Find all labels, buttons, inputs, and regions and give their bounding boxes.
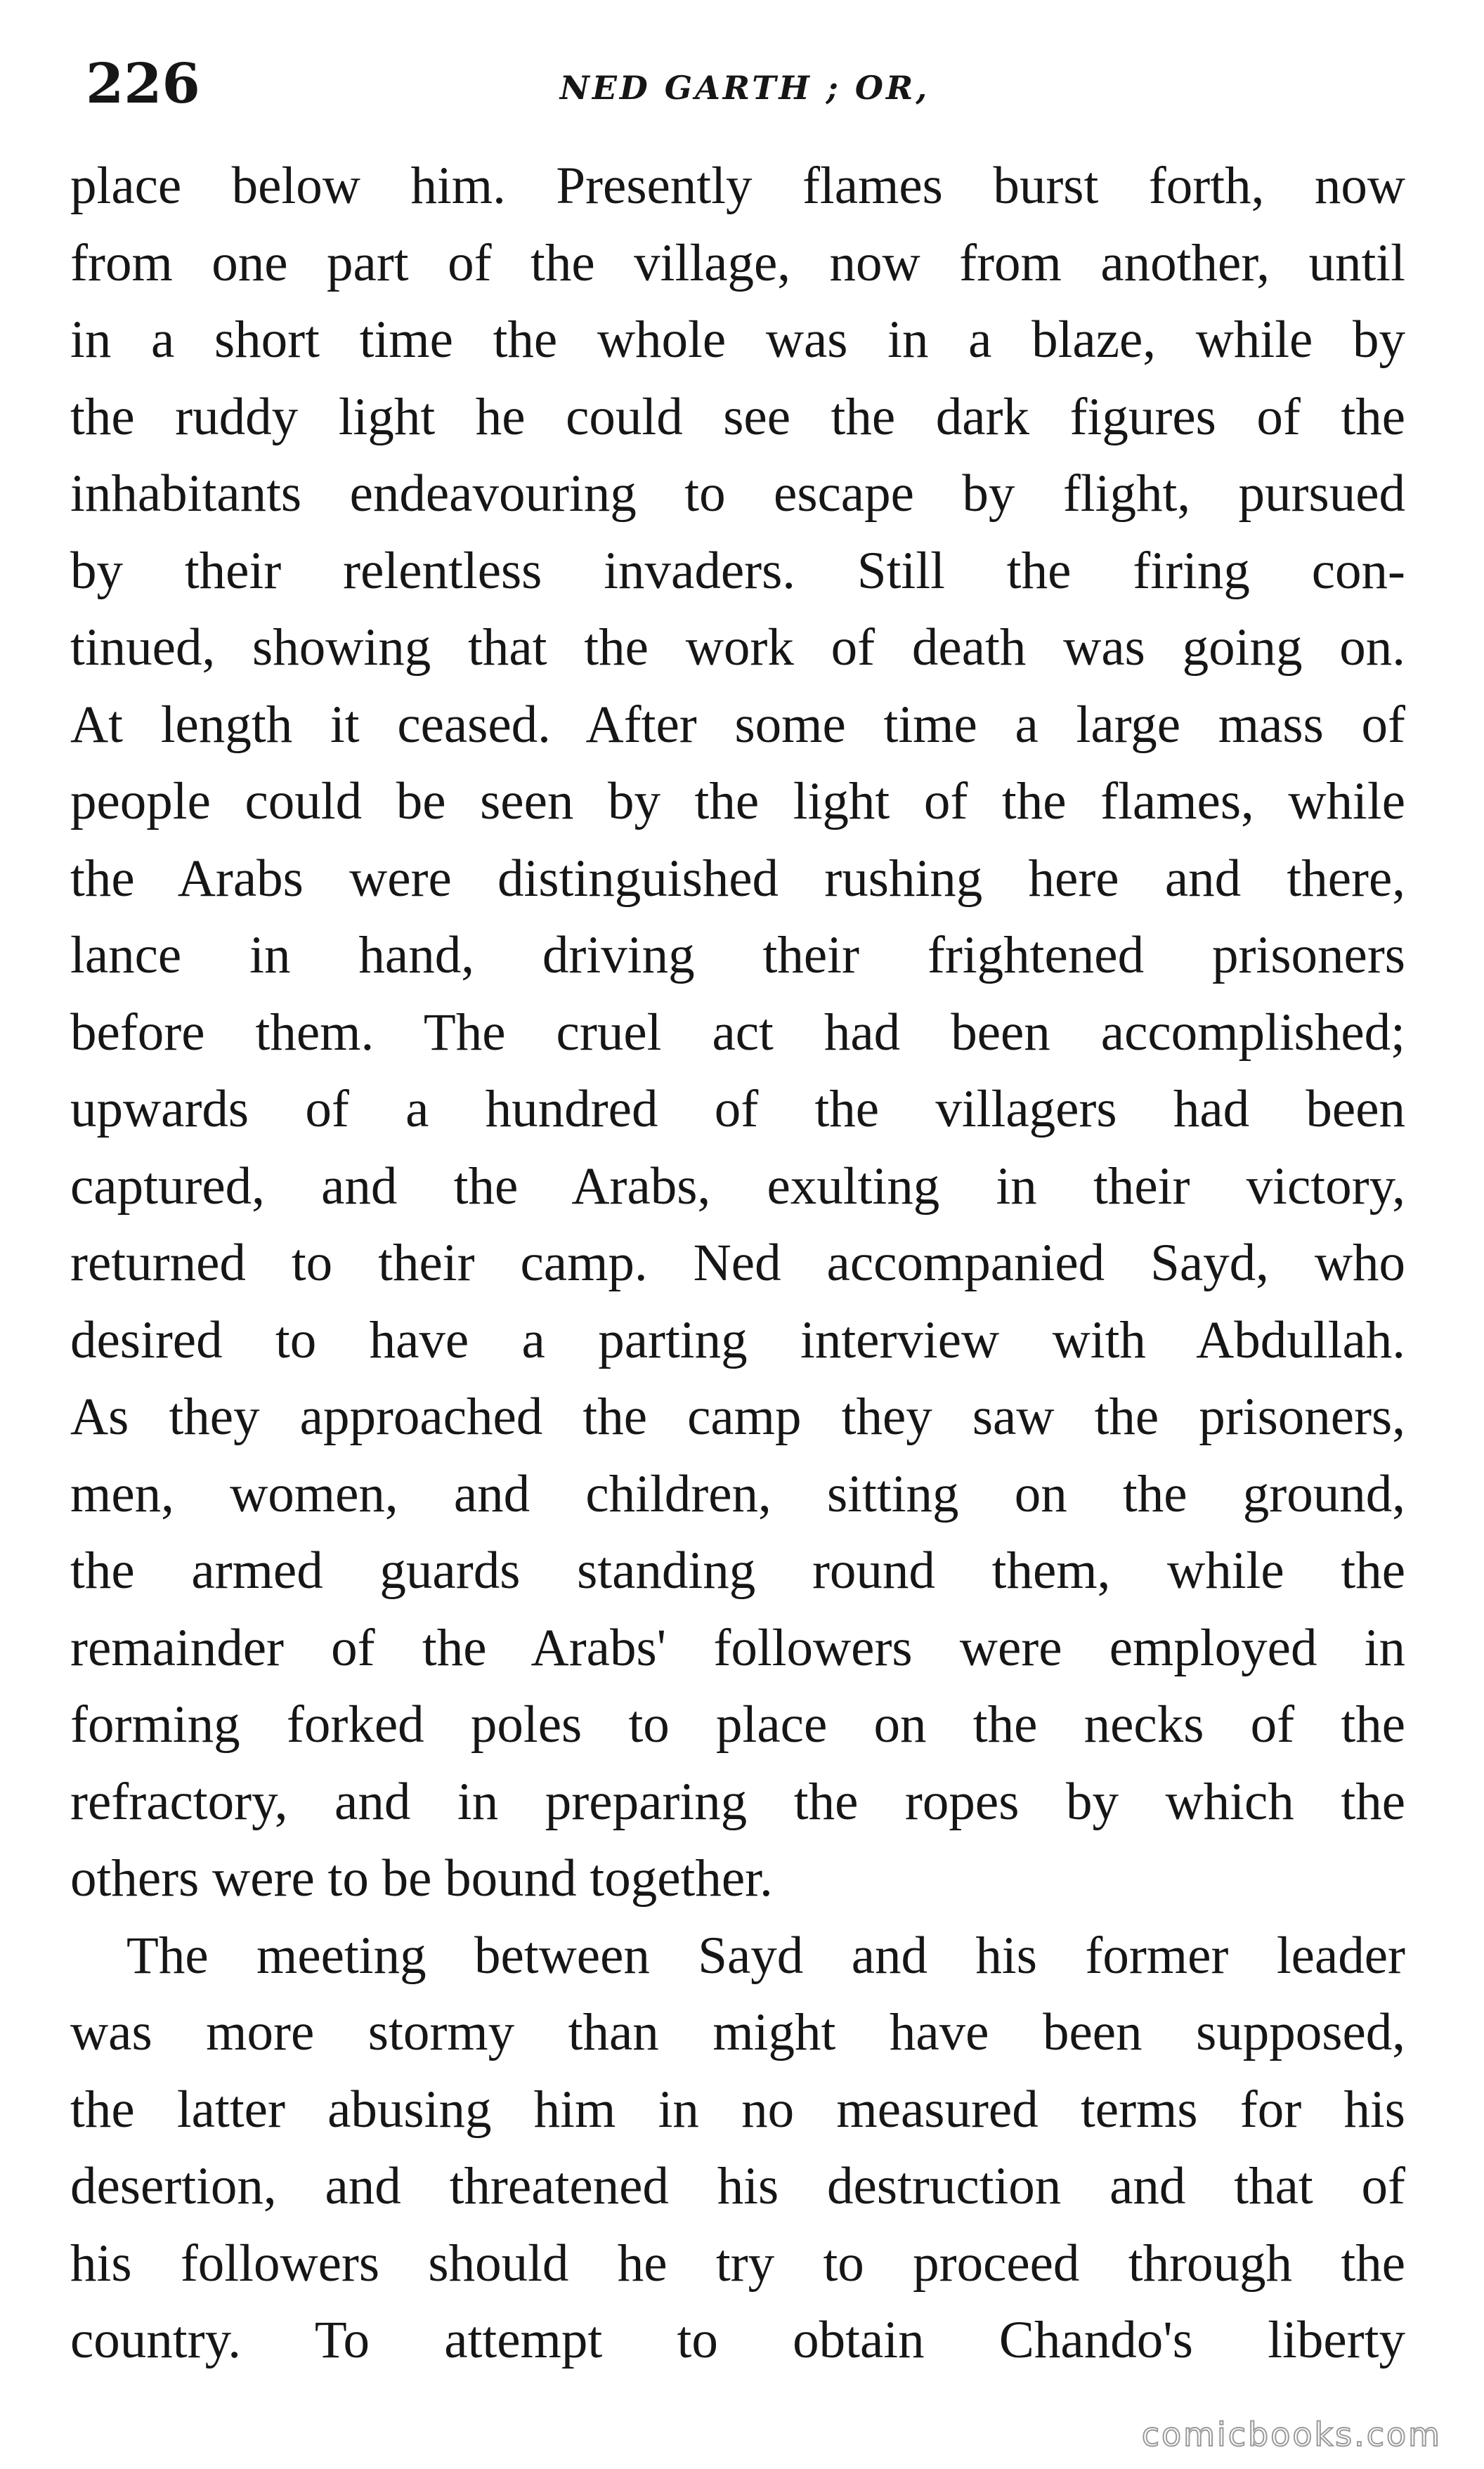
text-line: place below him. Presently flames burst forth, now bbox=[70, 157, 1405, 215]
text-line: captured, and the Arabs, exulting in their victory, bbox=[70, 1157, 1405, 1216]
text-line: by their relentless invaders. Still the firing con- bbox=[70, 541, 1405, 600]
body-text bbox=[70, 148, 1405, 2379]
text-line: forming forked poles to place on the necks of the bbox=[70, 1695, 1405, 1754]
text-line: the armed guards standing round them, while the bbox=[70, 1542, 1405, 1600]
page-number: 226 bbox=[86, 52, 200, 116]
text-line: was more stormy than might have been supposed, bbox=[70, 2003, 1405, 2061]
text-line: people could be seen by the light of the flames, while bbox=[70, 772, 1405, 830]
text-line: the latter abusing him in no measured terms for his bbox=[70, 2080, 1405, 2139]
running-head bbox=[77, 49, 1412, 126]
text-line: tinued, showing that the work of death was going on. bbox=[70, 618, 1405, 677]
text-line: in a short time the whole was in a blaze, while by bbox=[70, 311, 1405, 369]
text-line: The meeting between Sayd and his former leader bbox=[126, 1926, 1405, 1985]
text-line: desired to have a parting interview with Abdullah. bbox=[70, 1310, 1405, 1369]
text-line: the ruddy light he could see the dark figures of the bbox=[70, 387, 1405, 446]
text-line: lance in hand, driving their frightened prisoners bbox=[70, 926, 1405, 984]
text-line: refractory, and in preparing the ropes by which the bbox=[70, 1772, 1405, 1831]
watermark-text: comicbooks.com bbox=[1141, 2416, 1442, 2454]
text-line: As they approached the camp they saw the prisoners, bbox=[70, 1388, 1405, 1446]
text-line: At length it ceased. After some time a large mass of bbox=[70, 695, 1405, 754]
text-line: men, women, and children, sitting on the ground, bbox=[70, 1464, 1405, 1523]
text-line: desertion, and threatened his destruction and that of bbox=[70, 2157, 1405, 2215]
text-line: before them. The cruel act had been accomplished; bbox=[70, 1003, 1405, 1062]
text-line: remainder of the Arabs' followers were employed in bbox=[70, 1618, 1405, 1677]
text-line: others were to be bound together. bbox=[70, 1849, 773, 1908]
running-title: NED GARTH ; OR, bbox=[559, 69, 930, 107]
text-line: upwards of a hundred of the villagers had been bbox=[70, 1080, 1405, 1138]
text-line: country. To attempt to obtain Chando's liberty bbox=[70, 2311, 1405, 2369]
text-line: returned to their camp. Ned accompanied Sayd, who bbox=[70, 1234, 1405, 1292]
text-line: the Arabs were distinguished rushing here and there, bbox=[70, 849, 1405, 908]
text-line: inhabitants endeavouring to escape by flight, pursued bbox=[70, 464, 1405, 523]
text-line: his followers should he try to proceed through the bbox=[70, 2234, 1405, 2293]
text-line: from one part of the village, now from another, until bbox=[70, 233, 1405, 292]
